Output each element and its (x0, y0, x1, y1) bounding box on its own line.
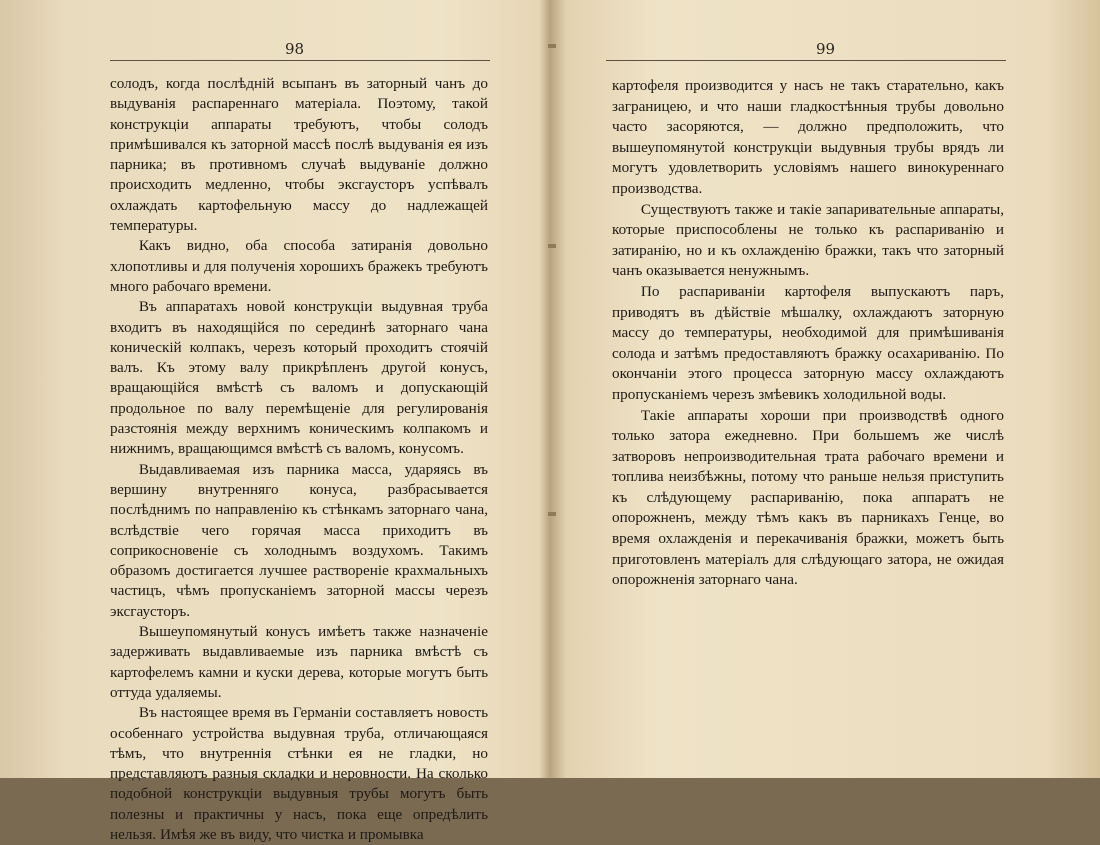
right-page (556, 0, 1100, 778)
page-body-text (110, 74, 488, 845)
paragraph: картофеля производится у насъ не такъ старательно, какъ заграницею, и что наши гладкостѣнныя трубы довольно часто засоряются, — должно предположить, что вышеупомянутой конструкціи выдувныя трубы врядъ ли могутъ удовлетворить условіямъ нашего винокуреннаго производства. (612, 77, 1004, 197)
paragraph: Такіе аппараты хороши при производствѣ одного только затора ежедневно. При большемъ же числѣ затворовъ непроизводительная трата рабочаго времени и топлива неизбѣжны, потому что раньше нельзя приступить къ слѣдующему распариванію, пока аппаратъ не опорожненъ, между тѣмъ какъ въ парникахъ Генце, во время охлажденія и перекачиванія бражки, можетъ быть приготовленъ матеріалъ для слѣдующаго затора, не ожидая опорожненія заторнаго чана. (612, 406, 1004, 589)
paragraph: Въ аппаратахъ новой конструкціи выдувная труба входитъ въ находящійся по серединѣ заторнаго чана коническій колпакъ, черезъ который проходитъ стоячій валъ. Къ этому валу прикрѣпленъ другой конусъ, вращающійся вмѣстѣ съ валомъ и допускающій продольное по валу перемѣщеніе для регулированія разстоянія между верхнимъ коническимъ колпакомъ и нижнимъ, вращающимся вмѣстѣ съ валомъ, конусомъ. (110, 298, 488, 458)
paragraph: Какъ видно, оба способа затиранія довольно хлопотливы и для полученія хорошихъ бражекъ требуютъ много рабочаго времени. (110, 237, 488, 295)
page-body-text (612, 76, 1004, 591)
paragraph: Вышеупомянутый конусъ имѣетъ также назначеніе задерживать выдавливаемые изъ парника вмѣстѣ съ картофелемъ камни и куски дерева, которые могутъ быть оттуда удаляемы. (110, 623, 488, 701)
page-number: 98 (285, 40, 305, 58)
paragraph: солодъ, когда послѣдній всыпанъ въ заторный чанъ до выдуванія распареннаго матеріала. Поэтому, такой конструкціи аппараты требуютъ, чтобы солодъ примѣшивался къ заторной массѣ послѣ выдуванія ея изъ парника; въ противномъ случаѣ выдуваніе должно происходить медленно, чтобы эксгаусторъ успѣвалъ охлаждать картофельную массу до надлежащей температуры. (110, 75, 488, 235)
paragraph: Существуютъ также и такіе запаривательные аппараты, которые приспособлены не только къ распариванію и затиранію, но и къ охлажденію бражки, такъ что заторный чанъ оказывается ненужнымъ. (612, 200, 1004, 280)
left-page (0, 0, 550, 843)
page-number: 99 (816, 40, 836, 58)
paragraph: Выдавливаемая изъ парника масса, ударяясь въ вершину внутренняго конуса, разбрасывается послѣднимъ по направленію къ стѣнкамъ заторнаго чана, вслѣдствіе чего горячая масса приходитъ въ соприкосновеніе съ холоднымъ воздухомъ. Такимъ образомъ достигается лучшее раствореніе крахмальныхъ частицъ, чѣмъ пропусканіемъ заторной массы черезъ эксгаусторъ. (110, 460, 488, 620)
header-rule (110, 60, 490, 61)
header-rule (606, 60, 1006, 61)
paragraph: Въ настоящее время въ Германіи составляетъ новость особеннаго устройства выдувная труба, отличающаяся тѣмъ, что внутреннія стѣнки ея не гладки, но представляютъ разныя складки и неровности. На сколько подобной конструкціи выдувныя трубы могутъ быть полезны и практичны у насъ, пока еще опредѣлить нельзя. Имѣя же въ виду, что чистка и промывка (110, 704, 488, 843)
paragraph: По распариваніи картофеля выпускаютъ паръ, приводятъ въ дѣйствіе мѣшалку, охлаждаютъ заторную массу до температуры, необходимой для примѣшиванія солода и затѣмъ предоставляютъ бражку осахариванію. По окончаніи этого процесса заторную массу охлаждаютъ пропусканіемъ черезъ змѣевикъ холодильной воды. (612, 282, 1004, 403)
